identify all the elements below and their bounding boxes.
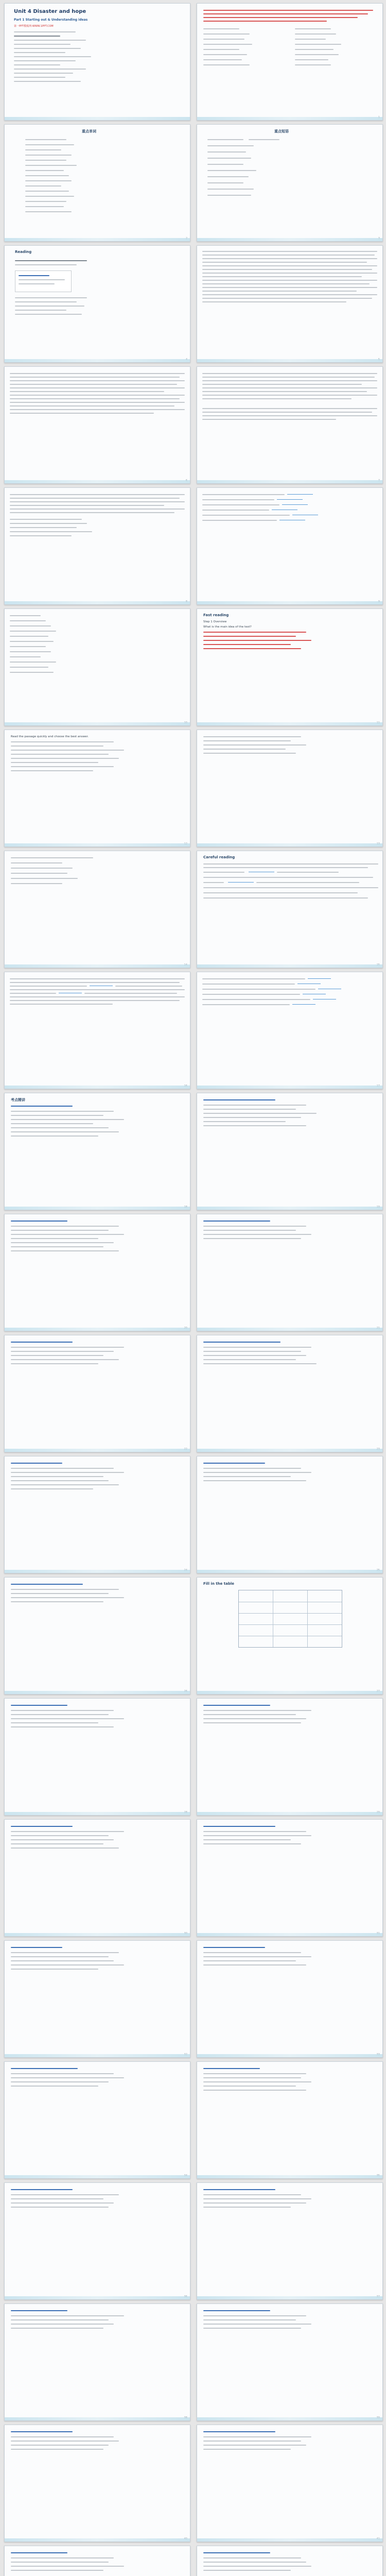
point-slide-21[interactable] — [197, 2303, 383, 2421]
reading-label: Reading — [15, 250, 32, 254]
reading-text-slide[interactable] — [197, 245, 383, 363]
fast-reading-label: Fast reading — [203, 613, 229, 617]
cover-slide[interactable] — [4, 3, 190, 121]
point-slide-25[interactable] — [197, 2546, 383, 2576]
slide-row-15 — [0, 1698, 386, 1819]
overview-text: Step 1 Overview — [203, 620, 227, 623]
point-slide-5[interactable] — [4, 1335, 190, 1452]
table-slide[interactable] — [197, 1577, 383, 1694]
point-slide-6[interactable] — [197, 1335, 383, 1452]
slide-row-14 — [0, 1577, 386, 1698]
paragraph-slide[interactable] — [4, 366, 190, 484]
paragraph-slide-2[interactable] — [197, 366, 383, 484]
slide-row-22 — [0, 2546, 386, 2576]
slide-row-2 — [0, 124, 386, 245]
slide-row-19 — [0, 2182, 386, 2303]
part-title: Part 1 Starting out & Understanding ideas — [14, 18, 88, 22]
question-slide[interactable] — [4, 730, 190, 847]
slide-row-12 — [0, 1335, 386, 1456]
point-slide-3[interactable] — [4, 1214, 190, 1331]
slide-row-5 — [0, 487, 386, 608]
point-slide-16[interactable] — [4, 2061, 190, 2179]
point-slide-19[interactable] — [197, 2182, 383, 2300]
careful-reading-label: Careful reading — [203, 855, 235, 859]
slide-row-10 — [0, 1093, 386, 1214]
slide-row-13 — [0, 1456, 386, 1577]
point-slide-14[interactable] — [4, 1940, 190, 2058]
options-slide[interactable] — [197, 730, 383, 847]
slide-row-20 — [0, 2303, 386, 2425]
slide-row-21 — [0, 2425, 386, 2546]
point-slide[interactable] — [4, 1093, 190, 1210]
cloze-slide[interactable] — [4, 972, 190, 1089]
point-slide-7[interactable] — [4, 1456, 190, 1573]
answer-list-slide[interactable] — [4, 851, 190, 968]
slide-row-11 — [0, 1214, 386, 1335]
careful-reading-slide[interactable] — [197, 851, 383, 968]
slide-row-1 — [0, 3, 386, 124]
point-label: 考点精讲 — [11, 1098, 25, 1102]
point-slide-9[interactable] — [4, 1577, 190, 1694]
point-slide-24[interactable] — [4, 2546, 190, 2576]
unit-title: Unit 4 Disaster and hope — [14, 9, 86, 14]
pattern-text: Read the passage quickly and choose the best answer. — [11, 735, 89, 738]
point-slide-20[interactable] — [4, 2303, 190, 2421]
point-slide-10[interactable] — [4, 1698, 190, 1816]
watermark-text: 第一PPT模板网-WWW.1PPT.COM — [14, 25, 54, 28]
point-slide-11[interactable] — [197, 1698, 383, 1816]
fill-blanks-slide[interactable] — [197, 487, 383, 605]
slide-row-8 — [0, 851, 386, 972]
slide-row-4 — [0, 366, 386, 487]
overview-slide[interactable] — [197, 608, 383, 726]
point-slide-15[interactable] — [197, 1940, 383, 2058]
key-phrases-label: 重点短语 — [274, 129, 289, 133]
point-slide-23[interactable] — [197, 2425, 383, 2542]
slide-row-7 — [0, 730, 386, 851]
point-slide-4[interactable] — [197, 1214, 383, 1331]
slide-row-6 — [0, 608, 386, 730]
key-words-label: 重点单词 — [82, 129, 96, 133]
exercise-slide[interactable] — [4, 487, 190, 605]
fill-table-label: Fill in the table — [203, 1582, 234, 1586]
reading-diagram-slide[interactable] — [4, 245, 190, 363]
main-idea-text: What is the main idea of the text? — [203, 625, 252, 629]
point-slide-8[interactable] — [197, 1456, 383, 1573]
data-table — [238, 1590, 342, 1648]
point-slide-22[interactable] — [4, 2425, 190, 2542]
point-slide-12[interactable] — [4, 1819, 190, 1937]
cloze-slide-2[interactable] — [197, 972, 383, 1089]
slide-row-9 — [0, 972, 386, 1093]
slide-row-3 — [0, 245, 386, 366]
slide-row-16 — [0, 1819, 386, 1940]
point-slide-2[interactable] — [197, 1093, 383, 1210]
key-words-slide[interactable] — [4, 124, 190, 242]
intro-slide[interactable] — [197, 3, 383, 121]
slide-row-17 — [0, 1940, 386, 2061]
point-slide-18[interactable] — [4, 2182, 190, 2300]
diagram-box — [15, 270, 72, 292]
point-slide-13[interactable] — [197, 1819, 383, 1937]
point-slide-17[interactable] — [197, 2061, 383, 2179]
list-slide[interactable] — [4, 608, 190, 726]
key-phrases-slide[interactable] — [197, 124, 383, 242]
slide-row-18 — [0, 2061, 386, 2182]
